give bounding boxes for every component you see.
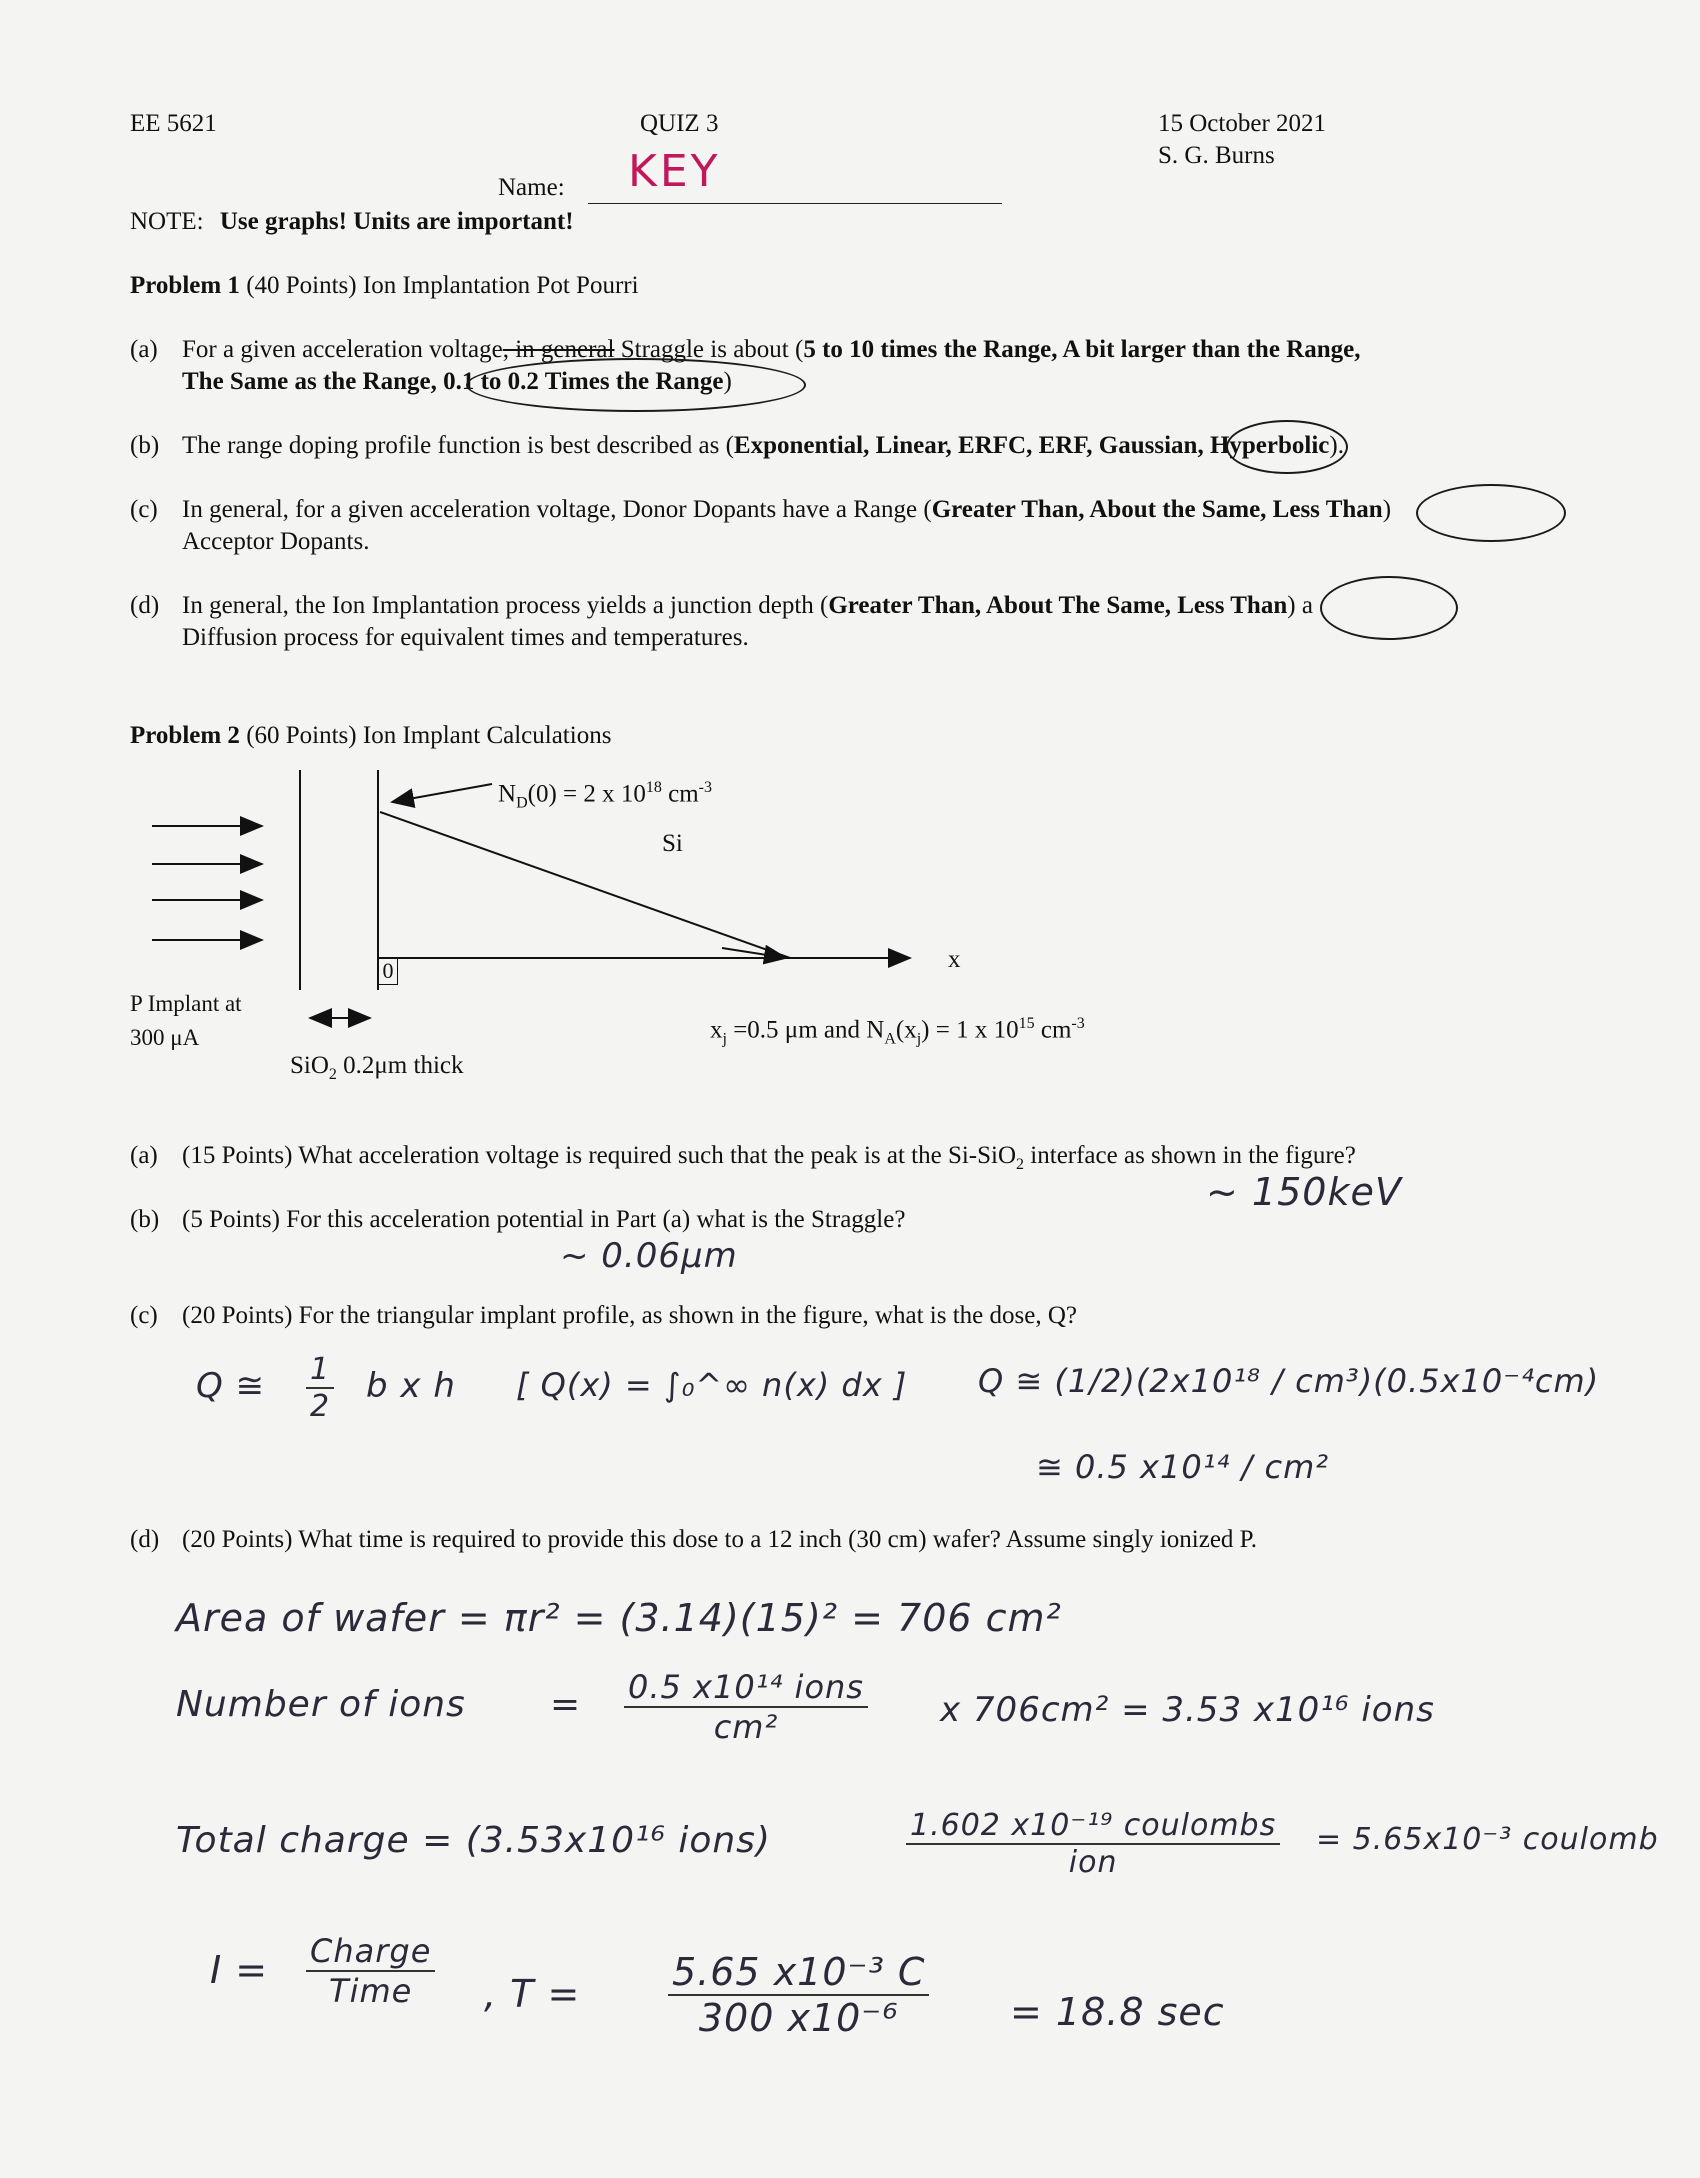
implant-line2: 300 μA — [130, 1025, 200, 1050]
p2c-integral: [ Q(x) = ∫₀^∞ n(x) dx ] — [516, 1366, 908, 1404]
p2a-answer: ~ 150keV — [1206, 1170, 1402, 1214]
p2d-label: (d) — [130, 1526, 160, 1553]
p1d-label: (d) — [130, 592, 160, 619]
p2c-question: (20 Points) For the triangular implant profile, as shown in the figure, what is the dose, Q? — [182, 1302, 1077, 1329]
p1b-label: (b) — [130, 432, 160, 459]
nd-symbol: N — [498, 780, 517, 808]
p2d-time-result: = 18.8 sec — [1010, 1990, 1225, 2034]
na-unit: cm — [1034, 1016, 1072, 1044]
na-arg-subscript: j — [916, 1030, 922, 1048]
p1a-text-pre: For a given acceleration voltage — [182, 336, 503, 363]
na-value: ) = 1 x 10 — [921, 1016, 1019, 1044]
na-exponent: 15 — [1018, 1015, 1035, 1032]
p2d-charge-num: 1.602 x10⁻¹⁹ coulombs — [906, 1808, 1280, 1845]
nd-unit-exponent: -3 — [698, 779, 712, 796]
p1c-line2: Acceptor Dopants. — [182, 528, 370, 555]
course-code: EE 5621 — [130, 110, 217, 137]
p2c-q-approx: Q ≅ — [196, 1366, 266, 1406]
p2d-ions-num: 0.5 x10¹⁴ ions — [624, 1668, 868, 1708]
p2a-subscript: 2 — [1016, 1156, 1025, 1173]
problem2-label: Problem 2 — [130, 722, 240, 749]
p2d-time-den: 300 x10⁻⁶ — [698, 1996, 899, 2040]
p1c-end: ) — [1382, 496, 1392, 523]
nd-exponent: 18 — [645, 779, 662, 796]
oxide-thickness: 0.2μm thick — [336, 1052, 464, 1079]
peak-pointer-arrow — [392, 784, 492, 802]
p1a-text-post: Straggle is about ( — [614, 336, 804, 363]
p1d-options: Greater Than, About The Same, Less Than — [828, 592, 1288, 619]
p1c-label: (c) — [130, 496, 158, 523]
nd-peak-label — [498, 772, 712, 819]
problem1-subtitle: (40 Points) Ion Implantation Pot Pourri — [239, 272, 639, 299]
p1d-text: In general, the Ion Implantation process yields a junction depth ( — [182, 592, 829, 619]
p1a-label: (a) — [130, 336, 158, 363]
p2c-half — [306, 1352, 334, 1424]
p2d-charge-den: ion — [1068, 1845, 1118, 1880]
p1d-line2: Diffusion process for equivalent times and temperatures. — [182, 624, 749, 651]
implant-line1: P Implant at — [130, 991, 242, 1016]
p2d-charge-label: Total charge = (3.53x10¹⁶ ions) — [176, 1820, 771, 1861]
p2c-half-den: 2 — [310, 1389, 331, 1424]
p2d-ions-den: cm² — [713, 1708, 779, 1746]
p2d-charge-frac — [906, 1808, 1280, 1880]
p1a-options-1: 5 to 10 times the Range, A bit larger than the Range, — [803, 336, 1361, 363]
p2c-label: (c) — [130, 1302, 158, 1329]
p2a-label: (a) — [130, 1142, 158, 1169]
p2d-time-label: , T = — [484, 1972, 581, 2016]
na-subscript: A — [884, 1030, 896, 1048]
problem1-label: Problem 1 — [130, 272, 240, 299]
p2b-answer: ~ 0.06μm — [560, 1236, 738, 1276]
nd-value: (0) = 2 x 10 — [527, 780, 646, 808]
p1a-options-2: The Same as the Range, 0.1 to 0.2 Times the Range — [182, 368, 724, 395]
xj-value: =0.5 μm and N — [726, 1016, 885, 1044]
p2d-time-num: 5.65 x10⁻³ C — [668, 1950, 929, 1996]
oxide-subscript: 2 — [328, 1066, 337, 1083]
oxide-symbol: SiO — [290, 1052, 329, 1079]
p2c-result: ≅ 0.5 x10¹⁴ / cm² — [1036, 1448, 1330, 1486]
p2d-ions-eq: = — [550, 1684, 582, 1725]
xj-symbol: x — [710, 1016, 723, 1044]
p2c-q-calc: Q ≅ (1/2)(2x10¹⁸ / cm³)(0.5x10⁻⁴cm) — [978, 1362, 1600, 1400]
triangular-profile — [380, 812, 790, 958]
incident-ion-arrows — [152, 826, 262, 940]
p1c-options: Greater Than, About the Same, Less Than — [931, 496, 1383, 523]
note-text: Use graphs! Units are important! — [219, 208, 574, 235]
p1a-end: ) — [723, 368, 732, 395]
problem2-subtitle: (60 Points) Ion Implant Calculations — [239, 722, 612, 749]
p2a-text-end: interface as shown in the figure? — [1024, 1142, 1356, 1169]
p1d-end: ) a — [1287, 592, 1313, 619]
p2a-text: (15 Points) What acceleration voltage is required such that the peak is at the Si-SiO — [182, 1142, 1017, 1169]
p2b-label: (b) — [130, 1206, 160, 1233]
nd-subscript: D — [516, 794, 528, 812]
p2d-area: Area of wafer = πr² = (3.14)(15)² = 706 cm² — [176, 1596, 1062, 1640]
p2d-ions-frac — [624, 1668, 868, 1746]
p2c-half-num: 1 — [306, 1352, 334, 1389]
p1b-text: The range doping profile function is best described as ( — [182, 432, 734, 459]
p2d-current-label: I = — [210, 1948, 269, 1992]
p1c-text: In general, for a given acceleration voltage, Donor Dopants have a Range ( — [182, 496, 932, 523]
name-label: Name: — [498, 174, 565, 201]
p2d-current-frac — [306, 1932, 435, 2010]
p2b-question: (5 Points) For this acceleration potential in Part (a) what is the Straggle? — [182, 1206, 906, 1233]
p2d-ions-result: x 706cm² = 3.53 x10¹⁶ ions — [940, 1690, 1435, 1730]
nd-unit: cm — [661, 780, 699, 808]
junction-label — [710, 1008, 1085, 1055]
si-label: Si — [662, 830, 683, 857]
p1b-options: Exponential, Linear, ERFC, ERF, Gaussian, Hyperbolic — [733, 432, 1330, 459]
p2d-time-frac — [668, 1950, 929, 2040]
p2d-current-num: Charge — [306, 1932, 435, 1972]
x-axis-label: x — [948, 946, 961, 973]
p2d-ions-label: Number of ions — [176, 1684, 466, 1725]
name-answer: KEY — [628, 146, 721, 197]
author-name: S. G. Burns — [1158, 142, 1275, 169]
note-label: NOTE: — [130, 208, 204, 235]
quiz-title: QUIZ 3 — [640, 110, 719, 137]
xj-subscript: j — [722, 1030, 727, 1048]
p2a-question — [182, 1140, 1356, 1181]
p1a-strike: , in general — [502, 336, 615, 363]
na-arg: (x — [895, 1016, 917, 1044]
p1b-end: ). — [1329, 432, 1344, 459]
origin-label: 0 — [378, 958, 398, 985]
p2d-question: (20 Points) What time is required to provide this dose to a 12 inch (30 cm) wafer? Assume singly ionized P. — [182, 1526, 1258, 1553]
p2c-bxh: b x h — [366, 1366, 456, 1406]
na-unit-exponent: -3 — [1071, 1015, 1085, 1032]
quiz-date: 15 October 2021 — [1158, 110, 1327, 137]
oxide-label — [290, 1050, 464, 1091]
p2d-current-den: Time — [329, 1972, 413, 2010]
p2d-charge-result: = 5.65x10⁻³ coulomb — [1316, 1822, 1659, 1857]
